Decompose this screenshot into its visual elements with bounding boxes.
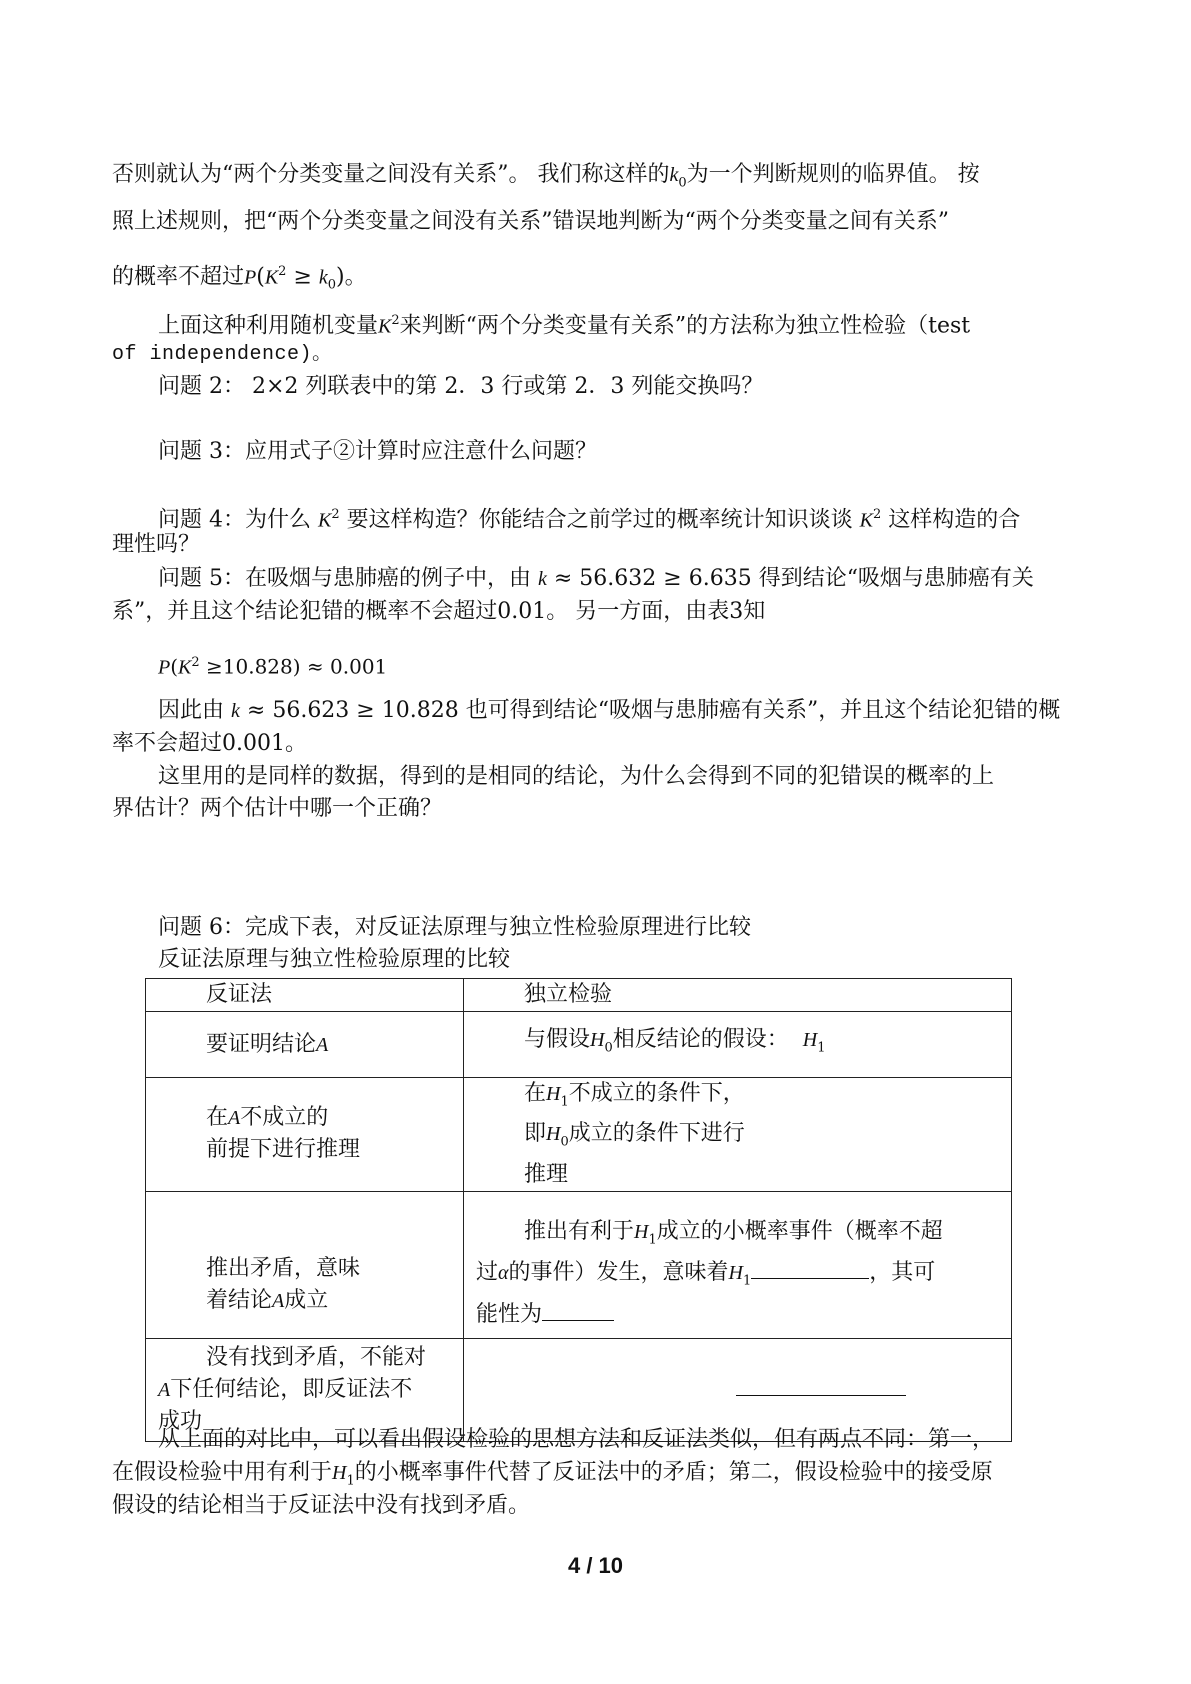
page-number: 4 / 10 bbox=[567, 1553, 624, 1578]
para1-line1: 否则就认为“两个分类变量之间没有关系”。 我们称这样的$k_0$为一个判断规则的临界值。 按 bbox=[112, 162, 980, 191]
para1-line2: 照上述规则，把“两个分类变量之间没有关系”错误地判断为“两个分类变量之间有关系” bbox=[112, 209, 949, 234]
question-4-line1: 问题 4：为什么 $K^2$ 要这样构造？你能结合之前学过的概率统计知识谈谈 $K^2$ 这样构造的合 bbox=[158, 507, 1021, 533]
question-5-line1: 问题 5：在吸烟与患肺癌的例子中，由 k ≈ 56.632 ≥ 6.635 得到结论“吸烟与患肺癌有关 bbox=[158, 566, 1034, 591]
table-row bbox=[146, 1191, 1012, 1338]
table-cell: 推出有利于$H_1$成立的小概率事件（概率不超 过α的事件）发生，意味着$H_1$ ，其可 能性为 bbox=[464, 1191, 1012, 1338]
question-5-line6: 界估计？两个估计中哪一个正确？ bbox=[112, 796, 443, 821]
question-5-line3: 因此由 k ≈ 56.623 ≥ 10.828 也可得到结论“吸烟与患肺癌有关系”，并且这个结论犯错的概 bbox=[158, 698, 1061, 723]
table-row bbox=[146, 1078, 1012, 1192]
table-header-proof: 反证法 bbox=[146, 979, 464, 1012]
para2-line1: 上面这种利用随机变量$K^2$来判断“两个分类变量有关系”的方法称为独立性检验（test bbox=[158, 313, 971, 339]
conclusion-line1: 从上面的对比中，可以看出假设检验的思想方法和反证法类似，但有两点不同：第一， bbox=[158, 1427, 995, 1452]
conclusion-line3: 假设的结论相当于反证法中没有找到矛盾。 bbox=[112, 1493, 531, 1518]
question-3: 问题 3：应用式子②计算时应注意什么问题？ bbox=[158, 439, 597, 464]
table-cell: 没有找到矛盾，不能对 A下任何结论，即反证法不 成功 bbox=[146, 1338, 464, 1441]
table-row bbox=[146, 1012, 1012, 1078]
table-header-test: 独立检验 bbox=[464, 979, 1012, 1012]
question-5-line5: 这里用的是同样的数据，得到的是相同的结论，为什么会得到不同的犯错误的概率的上 bbox=[158, 764, 995, 789]
question-5-line2: 系”，并且这个结论犯错的概率不会超过0.01。 另一方面，由表3知 bbox=[112, 599, 766, 624]
comparison-table bbox=[145, 978, 1012, 1442]
para1-line3: 的概率不超过$P(K^2 \ge k_0)$。 bbox=[112, 264, 367, 293]
table-cell: 在$H_1$不成立的条件下， 即$H_0$成立的条件下进行 推理 bbox=[464, 1078, 1012, 1192]
formula-p: $P(K^2 \ge 10.828) \approx 0.001$ bbox=[158, 654, 388, 679]
answer-blank[interactable] bbox=[542, 1298, 614, 1321]
answer-blank[interactable] bbox=[751, 1256, 869, 1279]
table-caption: 反证法原理与独立性检验原理的比较 bbox=[158, 947, 511, 972]
question-5-line4: 率不会超过0.001。 bbox=[112, 731, 308, 756]
question-6-title: 问题 6：完成下表，对反证法原理与独立性检验原理进行比较 bbox=[158, 915, 751, 940]
question-4-line2: 理性吗？ bbox=[112, 532, 201, 557]
table-header-row bbox=[146, 979, 1012, 1012]
table-cell: 推出矛盾，意味 着结论A成立 bbox=[146, 1191, 464, 1338]
conclusion-line2: 在假设检验中用有利于$H_1$的小概率事件代替了反证法中的矛盾；第二，假设检验中的接受原 bbox=[112, 1460, 993, 1489]
question-2: 问题 2： 2×2 列联表中的第 2．3 行或第 2．3 列能交换吗？ bbox=[158, 374, 764, 399]
table-cell: 要证明结论A bbox=[146, 1012, 464, 1078]
para2-line2: of independence)。 bbox=[112, 343, 333, 366]
answer-blank[interactable] bbox=[736, 1381, 906, 1396]
table-cell: 与假设$H_0$相反结论的假设： $H_1$ bbox=[464, 1012, 1012, 1078]
table-cell: 在A不成立的 前提下进行推理 bbox=[146, 1078, 464, 1192]
